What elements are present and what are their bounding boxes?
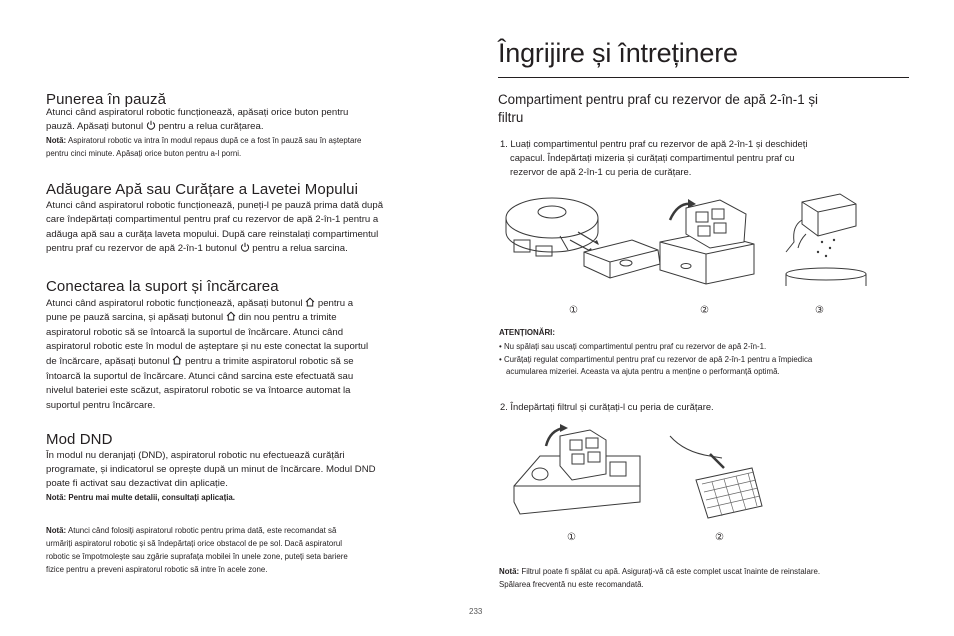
dock-line-2a: pune pe pauză sarcina, și apăsați butonul bbox=[46, 312, 224, 323]
filter-note-line-1 bbox=[499, 566, 820, 578]
dock-line-1b: pentru a bbox=[317, 298, 354, 309]
water-line-4 bbox=[46, 242, 348, 257]
first-use-line-1 bbox=[46, 525, 336, 538]
warning-2-line-2: acumularea mizeriei. Aceasta va ajuta pentru a menține o performanță optimă. bbox=[506, 367, 780, 376]
first-use-line-2: urmăriți aspiratorul robotic și să îndepărtați orice obstacol de pe sol. Dacă aspiratorul bbox=[46, 539, 343, 548]
page-title: Îngrijire și întreținere bbox=[498, 38, 738, 68]
dnd-line-3: poate fi activat sau dezactivat din aplicație. bbox=[46, 478, 228, 489]
pause-note-label: Notă: bbox=[46, 136, 67, 145]
dnd-line-1: În modul nu deranjați (DND), aspiratorul robotic nu efectuează curățări bbox=[46, 450, 345, 461]
section-title-line-1: Compartiment pentru praf cu rezervor de apă 2-în-1 și bbox=[498, 92, 819, 107]
water-heading: Adăugare Apă sau Curățare a Lavetei Mopului bbox=[46, 181, 359, 198]
dnd-heading: Mod DND bbox=[46, 431, 113, 448]
fig2-label-2: ② bbox=[715, 532, 724, 543]
pause-line-1: Atunci când aspiratorul robotic funcționează, apăsați orice buton pentru bbox=[46, 107, 349, 118]
fig2-label-1: ① bbox=[567, 532, 576, 543]
dock-line-7: nivelul bateriei este scăzut, aspiratorul robotic se va întoarce automat la bbox=[46, 385, 351, 396]
dock-line-8: suportul pentru încărcare. bbox=[46, 400, 156, 411]
power-icon bbox=[146, 120, 156, 130]
warning-2-line-1: • Curățați regulat compartimentul pentru praf cu rezervor de apă 2-în-1 pentru a împiedica bbox=[499, 355, 813, 364]
dock-line-5b: pentru a trimite aspiratorul robotic să se bbox=[185, 356, 354, 367]
dock-line-5 bbox=[46, 355, 354, 370]
title-rule bbox=[498, 77, 909, 78]
home-icon bbox=[305, 297, 315, 307]
emptying-bin-drawing bbox=[786, 194, 866, 286]
warning-1: • Nu spălați sau uscați compartimentul pentru praf cu rezervor de apă 2-în-1. bbox=[499, 342, 767, 351]
fig1-label-3: ③ bbox=[815, 305, 824, 316]
power-icon bbox=[240, 242, 250, 252]
dock-line-3: aspiratorul robotic să se întoarcă la suportul de încărcare. Atunci când bbox=[46, 327, 344, 338]
step1-line-1: 1. Luați compartimentul pentru praf cu rezervor de apă 2-în-1 și deschideți bbox=[500, 138, 808, 149]
water-line-3: adăuga apă sau a curăța laveta mopului. După care reinstalați compartimentul bbox=[46, 229, 379, 240]
pause-line-2a: pauză. Apăsați butonul bbox=[46, 121, 144, 132]
filter-note-text: Filtrul poate fi spălat cu apă. Asigurați-vă că este complet uscat înainte de reinstalare. bbox=[521, 567, 821, 576]
dock-line-2b: din nou pentru a trimite bbox=[238, 312, 337, 323]
filter-brush-drawing bbox=[670, 436, 762, 518]
warnings-header: ATENȚIONĂRI: bbox=[499, 328, 555, 337]
section-title-line-2: filtru bbox=[498, 110, 524, 125]
first-use-note-label: Notă: bbox=[46, 526, 67, 535]
step1-line-2: capacul. Îndepărtați mizeria și curățați compartimentul pentru praf cu bbox=[510, 152, 795, 163]
first-use-line-4: fizice pentru a preveni aspiratorul robotic să intre în acele zone. bbox=[46, 565, 268, 574]
dust-bin-drawing bbox=[584, 240, 660, 278]
fig1-label-2: ② bbox=[700, 305, 709, 316]
dock-line-6: întoarcă la suportul de încărcare. Atunci când sarcina este efectuată sau bbox=[46, 371, 354, 382]
water-line-4a: pentru praf cu rezervor de apă 2-în-1 butonul bbox=[46, 243, 237, 254]
pause-line-2 bbox=[46, 120, 264, 135]
pause-note-text: Aspiratorul robotic va intra în modul repaus după ce a fost în pauză sau în așteptare bbox=[67, 136, 362, 145]
water-line-2: care îndepărtați compartimentul pentru praf cu rezervor de apă 2-în-1 pentru a bbox=[46, 214, 379, 225]
dust-bin-removal-illustration bbox=[500, 190, 870, 286]
step2: 2. Îndepărtați filtrul și curățați-l cu peria de curățare. bbox=[500, 401, 714, 412]
water-line-4b: pentru a relua sarcina. bbox=[252, 243, 348, 254]
home-icon bbox=[172, 355, 182, 365]
dock-heading: Conectarea la suport și încărcarea bbox=[46, 278, 279, 295]
opened-bin-drawing bbox=[660, 199, 754, 284]
dnd-line-2: programate, și indicatorul se oprește după un minut de încărcare. Modul DND bbox=[46, 464, 376, 475]
home-icon bbox=[226, 311, 236, 321]
fig1-label-1: ① bbox=[569, 305, 578, 316]
water-line-1: Atunci când aspiratorul robotic funcționează, puneți-l pe pauză prima dată după bbox=[46, 200, 384, 211]
first-use-line-3: robotic se împotmolește sau zgârie suprafața mobilei în unele zone, puteți seta bariere bbox=[46, 552, 348, 561]
dock-line-4: aspiratorul robotic este în modul de așteptare și nu este conectat la suportul bbox=[46, 341, 369, 352]
dock-line-2 bbox=[46, 311, 337, 326]
dock-line-1a: Atunci când aspiratorul robotic funcționează, apăsați butonul bbox=[46, 298, 303, 309]
pause-note-line-1 bbox=[46, 135, 361, 148]
page-number: 233 bbox=[469, 607, 483, 616]
dnd-note: Notă: Pentru mai multe detalii, consultați aplicația. bbox=[46, 493, 235, 502]
first-use-line-1-text: Atunci când folosiți aspiratorul robotic pentru prima dată, este recomandat să bbox=[67, 526, 337, 535]
pause-heading: Punerea în pauză bbox=[46, 91, 167, 108]
filter-note-line-2: Spălarea frecventă nu este recomandată. bbox=[499, 580, 644, 589]
filter-removal-illustration bbox=[500, 422, 780, 522]
dock-line-5a: de încărcare, apăsați butonul bbox=[46, 356, 170, 367]
pause-note-line-2: pentru cinci minute. Apăsați orice buton pentru a-l porni. bbox=[46, 149, 242, 158]
dock-line-1 bbox=[46, 297, 353, 312]
filter-note-label: Notă: bbox=[499, 567, 520, 576]
pause-line-2b: pentru a relua curățarea. bbox=[158, 121, 264, 132]
step1-line-3: rezervor de apă 2-în-1 cu peria de curățare. bbox=[510, 166, 692, 177]
filter-lift-drawing bbox=[514, 424, 640, 514]
